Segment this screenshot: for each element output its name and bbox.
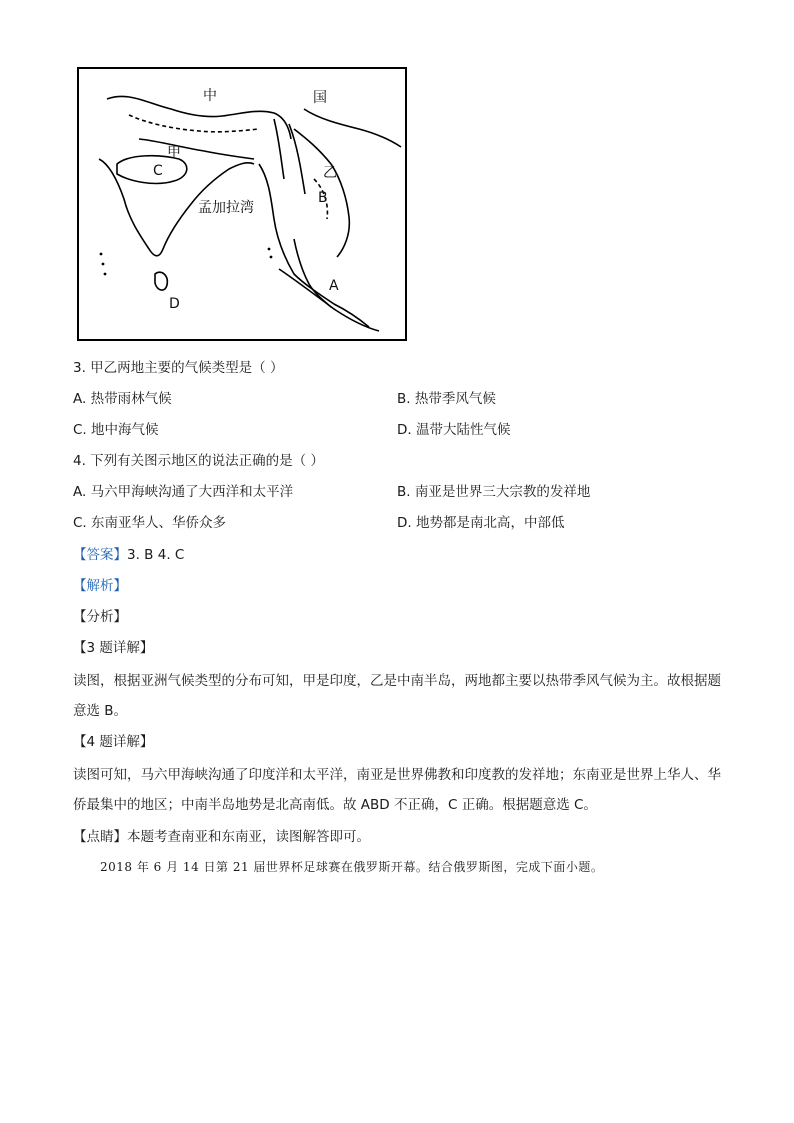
map-label-c: C [153, 163, 163, 179]
map-label-yi: 乙 [323, 165, 337, 181]
indochina-west-coast [259, 164, 369, 327]
map-figure [77, 67, 407, 341]
island-dot-5 [270, 256, 273, 259]
comment-label: 【点睛】 [73, 829, 127, 845]
answer-line [73, 546, 184, 564]
q3-option-a: A. 热带雨林气候 [73, 391, 172, 407]
q3-stem: 3. 甲乙两地主要的气候类型是（ ） [73, 360, 284, 376]
detail4-label: 【4 题详解】 [73, 734, 154, 750]
island-dot-4 [268, 248, 271, 251]
map-label-b: B [318, 190, 328, 206]
himalaya-border [107, 96, 291, 139]
border-dashed-1 [129, 115, 259, 132]
map-label-d: D [169, 296, 180, 312]
map-label-jia: 甲 [167, 145, 181, 161]
malay-peninsula [294, 239, 331, 307]
map-label-a: A [329, 278, 339, 294]
comment-text: 本题考查南亚和东南亚，读图解答即可。 [127, 829, 370, 845]
map-label-zhong: 中 [203, 88, 217, 104]
next-question-intro: 2018 年 6 月 14 日第 21 届世界杯足球赛在俄罗斯开幕。结合俄罗斯图，完成下面小题。 [100, 860, 604, 874]
comment-line [73, 828, 370, 846]
q3-option-c: C. 地中海气候 [73, 422, 159, 438]
answer-label: 【答案】 [73, 547, 127, 563]
river-2 [289, 124, 305, 194]
q4-option-b: B. 南亚是世界三大宗教的发祥地 [397, 484, 591, 500]
q3-option-d: D. 温带大陆性气候 [397, 422, 511, 438]
q4-option-d: D. 地势都是南北高，中部低 [397, 515, 565, 531]
china-south-border [304, 109, 401, 147]
detail3-label: 【3 题详解】 [73, 640, 154, 656]
analysis-label: 【解析】 [73, 578, 127, 594]
q4-option-a: A. 马六甲海峡沟通了大西洋和太平洋 [73, 484, 294, 500]
q3-option-b: B. 热带季风气候 [397, 391, 496, 407]
q4-stem: 4. 下列有关图示地区的说法正确的是（ ） [73, 453, 324, 469]
map-label-bay: 孟加拉湾 [198, 200, 254, 216]
answer-text: 3. B 4. C [127, 547, 185, 563]
island-dot-2 [102, 263, 105, 266]
fenxi-label: 【分析】 [73, 609, 127, 625]
river-1 [274, 119, 284, 179]
map-label-guo: 国 [313, 90, 327, 106]
q4-option-c: C. 东南亚华人、华侨众多 [73, 515, 227, 531]
sri-lanka [155, 272, 167, 290]
detail4-text: 读图可知，马六甲海峡沟通了印度洋和太平洋，南亚是世界佛教和印度教的发祥地；东南亚是世界上华人、华侨最集中的地区；中南半岛地势是北高南低。故 ABD 不正确，C 正确。根据题意选 C。 [73, 767, 721, 813]
detail3-text: 读图，根据亚洲气候类型的分布可知，甲是印度，乙是中南半岛，两地都主要以热带季风气候为主。故根据题意选 B。 [73, 673, 721, 719]
island-dot-1 [100, 253, 103, 256]
island-dot-3 [104, 273, 107, 276]
